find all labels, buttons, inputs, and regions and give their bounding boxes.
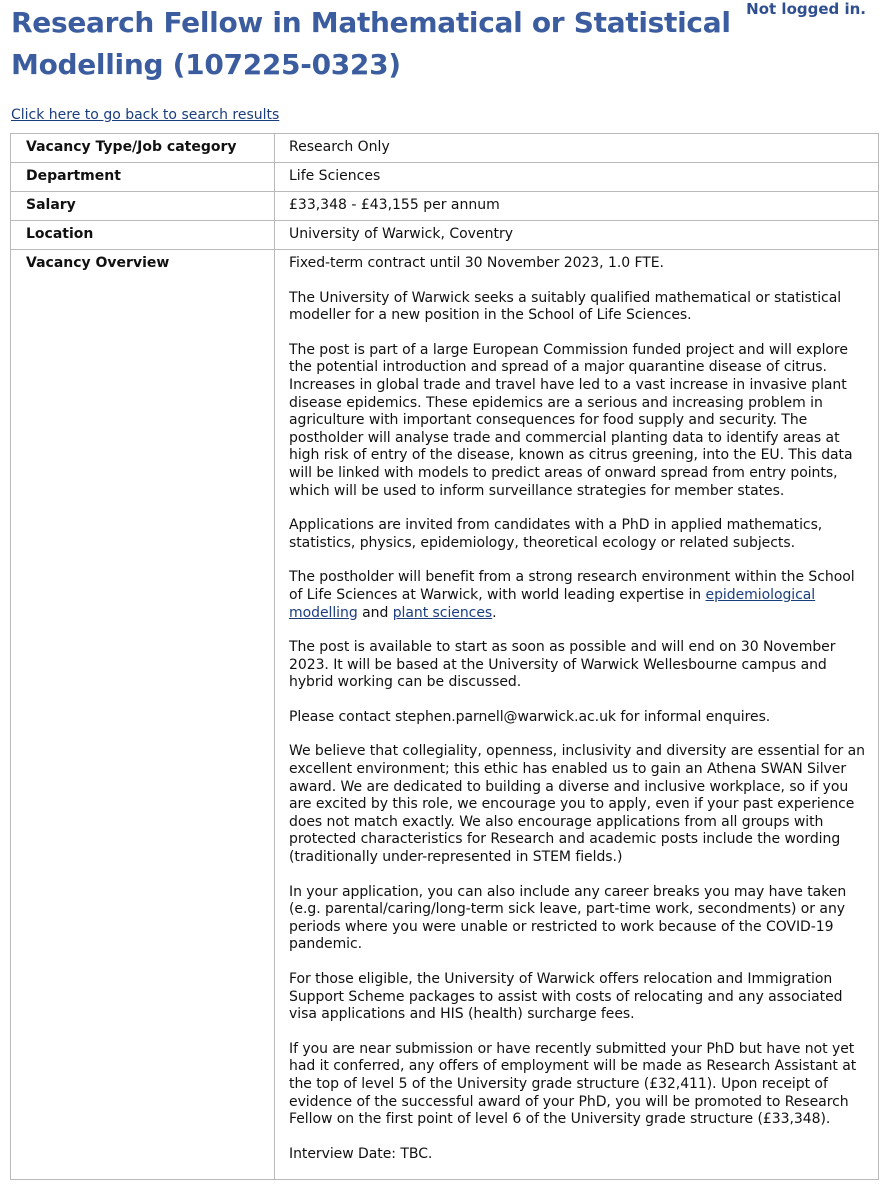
overview-text: The postholder will benefit from a strong research environment within the School of Life Sciences at Warwick, with world leading expertise in — [289, 569, 855, 603]
login-status: Not logged in. — [746, 0, 866, 18]
overview-paragraph: The post is available to start as soon as possible and will end on 30 November 2023. It will be based at the University of Warwick Wellesbourne campus and hybrid working can be discussed. — [289, 639, 836, 691]
table-row — [11, 250, 879, 1180]
overview-text: . — [492, 604, 497, 621]
overview-paragraph: The post is part of a large European Commission funded project and will explore the potential introduction and spread of a major quarantine disease of citrus. Increases in global trade and travel have led to a vast increase in invasive plant disease epidemics. These epidemics are a serious and increasing problem in agriculture with important consequences for food supply and security. The postholder will analyse trade and commercial planting data to identify areas at high risk of entry of the disease, known as citrus greening, into the EU. This data will be linked with models to predict areas of onward spread from entry points, which will be used to inform surveillance strategies for member states. — [289, 341, 853, 499]
field-value-department: Life Sciences — [275, 163, 879, 192]
overview-paragraph: In your application, you can also include any career breaks you may have taken (e.g. parental/caring/long-term sick leave, part-time work, secondments) or any periods where you were unable or restricted to work because of the COVID-19 pandemic. — [289, 883, 847, 953]
overview-paragraph: We believe that collegiality, openness, inclusivity and diversity are essential for an excellent environment; this ethic has enabled us to gain an Athena SWAN Silver award. We are dedicated to building a diverse and inclusive workplace, so if you are excited by this role, we encourage you to apply, even if your past experience does not match exactly. We also encourage applications from all groups with protected characteristics for Research and academic posts include the wording (traditionally under-represented in STEM fields.) — [289, 743, 865, 866]
overview-paragraph: The University of Warwick seeks a suitably qualified mathematical or statistical modeller for a new position in the School of Life Sciences. — [289, 289, 842, 324]
plant-sciences-link[interactable]: plant sciences — [392, 604, 493, 621]
field-label-department: Department — [11, 163, 275, 192]
field-label-location: Location — [11, 221, 275, 250]
table-row — [11, 163, 879, 192]
vacancy-details-table — [10, 133, 879, 1180]
table-row — [11, 134, 879, 163]
table-row — [11, 221, 879, 250]
overview-paragraph — [289, 569, 870, 622]
epidemiological-modelling-link[interactable]: epidemiological modelling — [289, 586, 816, 621]
vacancy-overview-text — [275, 250, 879, 1180]
field-label-vacancy-overview: Vacancy Overview — [11, 250, 275, 1180]
overview-paragraph: Applications are invited from candidates with a PhD in applied mathematics, statistics, physics, epidemiology, theoretical ecology or related subjects. — [289, 517, 823, 551]
overview-paragraph: For those eligible, the University of Warwick offers relocation and Immigration Support Scheme packages to assist with costs of relocating and any associated visa applications and HIS (health) surcharge fees. — [289, 971, 843, 1023]
overview-paragraph: If you are near submission or have recently submitted your PhD but have not yet had it conferred, any offers of employment will be made as Research Assistant at the top of level 5 of the University grade structure (£32,411). Upon receipt of evidence of the successful award of your PhD, you will be promoted to Research Fellow on the first point of level 6 of the University grade structure (£33,348). — [289, 1040, 857, 1128]
field-value-vacancy-type: Research Only — [275, 134, 879, 163]
table-row — [11, 192, 879, 221]
page-title: Research Fellow in Mathematical or Statistical Modelling (107225-0323) — [11, 6, 731, 81]
field-value-salary: £33,348 - £43,155 per annum — [275, 192, 879, 221]
interview-date: Interview Date: TBC. — [289, 1145, 433, 1162]
overview-paragraph: Please contact stephen.parnell@warwick.ac.uk for informal enquires. — [289, 708, 771, 725]
field-label-salary: Salary — [11, 192, 275, 221]
field-value-location: University of Warwick, Coventry — [275, 221, 879, 250]
overview-text: and — [357, 604, 393, 621]
back-to-search-link[interactable]: Click here to go back to search results — [11, 107, 280, 123]
overview-paragraph: Fixed-term contract until 30 November 2023, 1.0 FTE. — [289, 255, 664, 271]
field-label-vacancy-type: Vacancy Type/Job category — [11, 134, 275, 163]
